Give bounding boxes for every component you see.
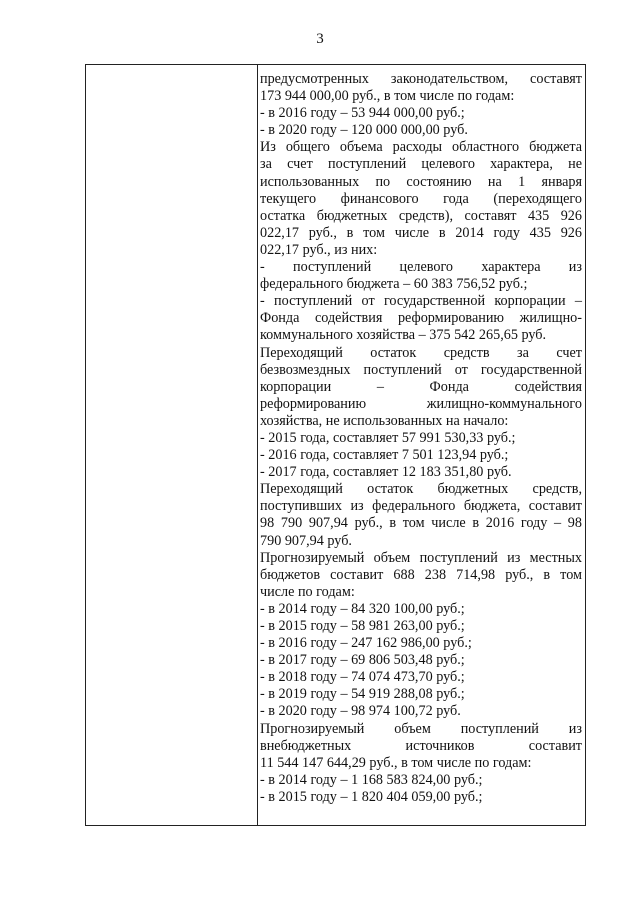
text-line: - в 2020 году – 98 974 100,72 руб. xyxy=(260,703,461,720)
text-line: корпорации – Фонда содействия xyxy=(260,378,582,395)
text-line: предусмотренных законодательством, составят xyxy=(260,71,582,87)
text-line: - в 2014 году – 1 168 583 824,00 руб.; xyxy=(260,771,483,788)
text-line: использованных по состоянию на 1 января xyxy=(260,173,582,190)
text-line: текущего финансового года (переходящего xyxy=(260,190,582,207)
table-column-divider xyxy=(257,65,258,825)
text-line: коммунального хозяйства – 375 542 265,65 руб. xyxy=(260,327,547,344)
text-line: 11 544 147 644,29 руб., в том числе по годам: xyxy=(260,754,532,771)
text-line: за счет поступлений целевого характера, не xyxy=(260,156,582,173)
text-line: - в 2017 году – 69 806 503,48 руб.; xyxy=(260,652,465,669)
text-line: остатка бюджетных средств), составят 435 926 xyxy=(260,207,582,224)
text-line: - в 2016 году – 53 944 000,00 руб.; xyxy=(260,105,465,122)
text-line: федерального бюджета – 60 383 756,52 руб.; xyxy=(260,276,528,293)
text-line: Из общего объема расходы областного бюджета xyxy=(260,139,582,156)
text-line: - в 2016 году – 247 162 986,00 руб.; xyxy=(260,635,472,652)
text-line: Прогнозируемый объем поступлений из местных xyxy=(260,549,582,566)
text-line: Фонда содействия реформированию жилищно- xyxy=(260,310,582,327)
text-line: - 2015 года, составляет 57 991 530,33 руб.; xyxy=(260,429,516,446)
text-line: - 2016 года, составляет 7 501 123,94 руб.; xyxy=(260,447,509,464)
text-line: - в 2020 году – 120 000 000,00 руб. xyxy=(260,122,468,139)
text-line: Переходящий остаток средств за счет xyxy=(260,344,582,361)
text-line: - в 2014 году – 84 320 100,00 руб.; xyxy=(260,600,465,617)
text-line: 022,17 руб., из них: xyxy=(260,241,378,258)
text-line: реформированию жилищно-коммунального xyxy=(260,395,582,412)
text-line: 790 907,94 руб. xyxy=(260,532,352,549)
text-line: Прогнозируемый объем поступлений из xyxy=(260,720,582,737)
text-line: числе по годам: xyxy=(260,583,355,600)
text-line: - в 2015 году – 58 981 263,00 руб.; xyxy=(260,618,465,634)
text-line: безвозмездных поступлений от государственной xyxy=(260,361,582,378)
text-line: хозяйства, не использованных на начало: xyxy=(260,412,509,429)
text-line: 173 944 000,00 руб., в том числе по годам: xyxy=(260,88,515,105)
table-text-column xyxy=(260,71,582,806)
document-table xyxy=(85,64,586,826)
text-line: поступивших из федерального бюджета, составит xyxy=(260,498,582,515)
text-line: внебюджетных источников составит xyxy=(260,737,582,754)
text-line: - 2017 года, составляет 12 183 351,80 руб. xyxy=(260,464,512,481)
page-number: 3 xyxy=(316,31,324,47)
text-line: - в 2015 году – 1 820 404 059,00 руб.; xyxy=(260,788,483,805)
text-line: - в 2018 году – 74 074 473,70 руб.; xyxy=(260,669,465,686)
text-line: 022,17 руб., в том числе в 2014 году 435 926 xyxy=(260,224,582,241)
text-line: - поступлений от государственной корпорации – xyxy=(260,293,582,310)
text-line: - в 2019 году – 54 919 288,08 руб.; xyxy=(260,686,465,703)
text-line: бюджетов составит 688 238 714,98 руб., в том xyxy=(260,566,582,583)
text-line: - поступлений целевого характера из xyxy=(260,259,582,276)
text-line: 98 790 907,94 руб., в том числе в 2016 году – 98 xyxy=(260,515,582,532)
text-line: Переходящий остаток бюджетных средств, xyxy=(260,481,582,498)
